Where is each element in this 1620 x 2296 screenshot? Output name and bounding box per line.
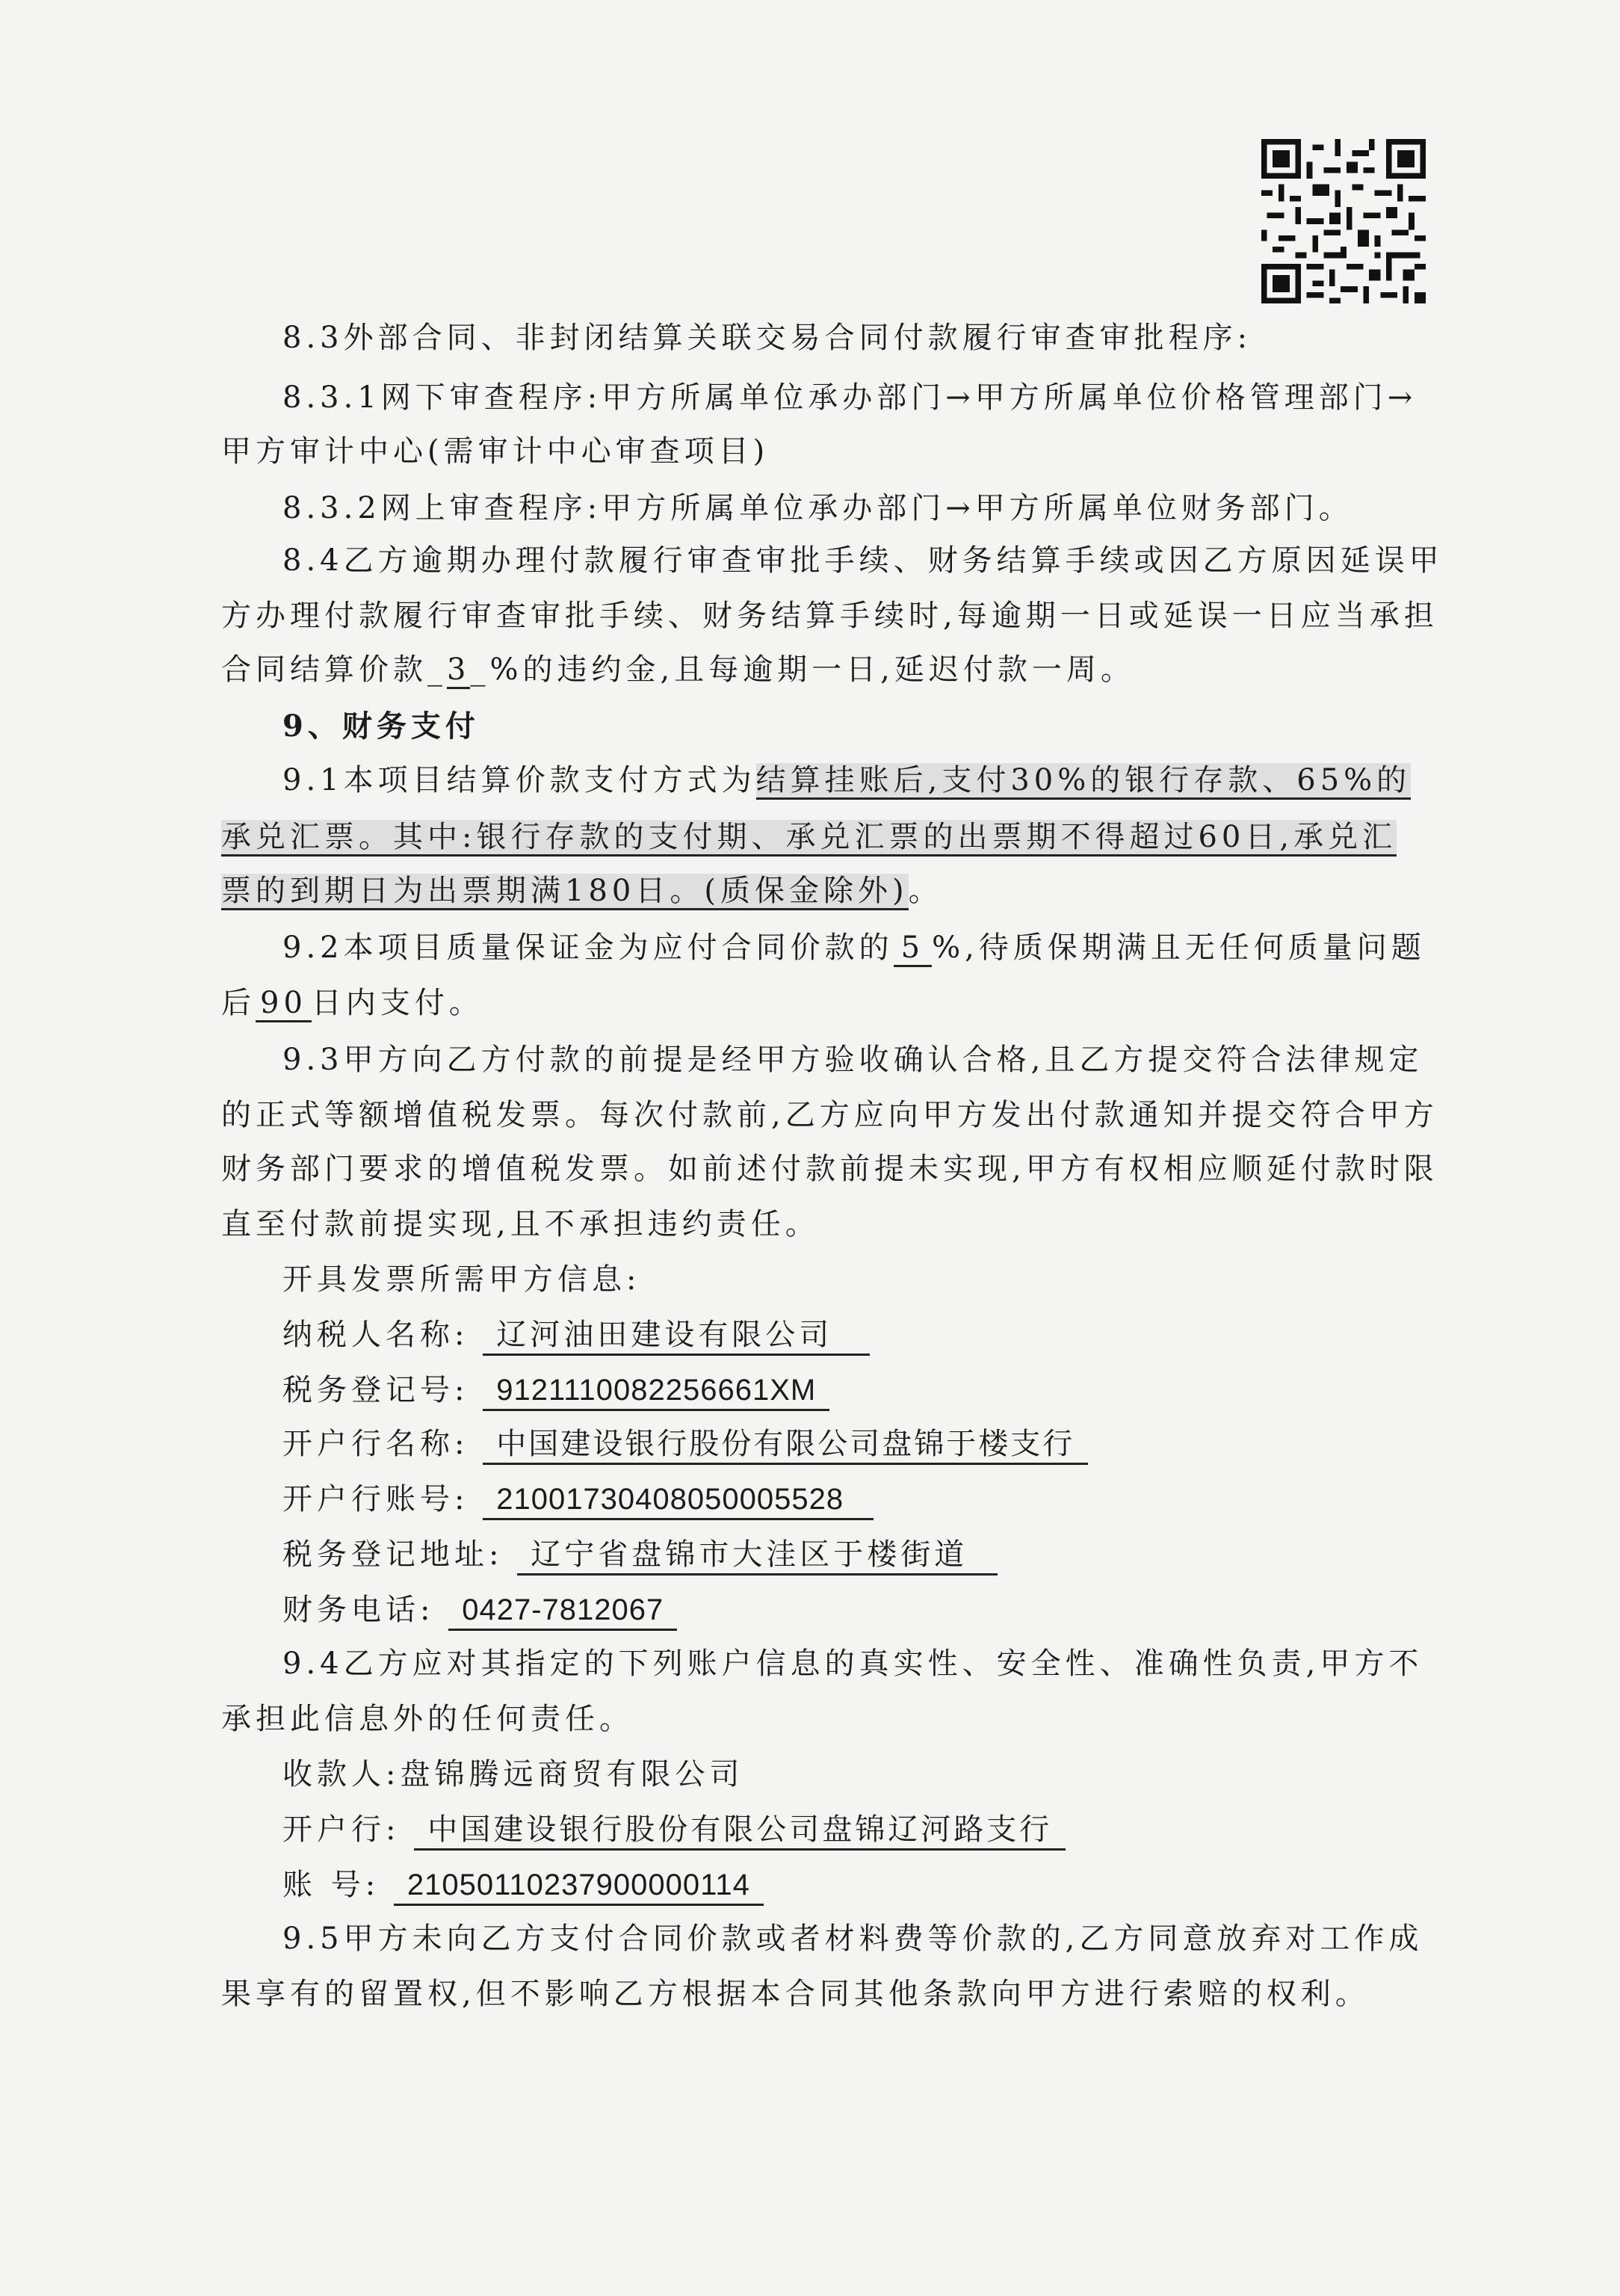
payee-bank-row <box>282 1809 1066 1851</box>
clause-8-3-2: 8.3.2网上审查程序:甲方所属单位承办部门→甲方所属单位财务部门。 <box>282 491 1353 525</box>
payee-row <box>282 1753 743 1795</box>
clause-9-3-cont-1: 的正式等额增值税发票。每次付款前,乙方应向甲方发出付款通知并提交符合甲方 <box>221 1098 1438 1132</box>
finance-phone-row <box>282 1589 677 1631</box>
clause-8-4-text-a: 合同结算价款_ <box>221 652 447 687</box>
clause-9-1-cont-1 <box>221 816 1397 858</box>
clause-9-2-text-a: 9.2本项目质量保证金为应付合同价款的 <box>282 931 894 965</box>
payee-account-label: 账 号: <box>282 1868 380 1902</box>
payment-method-cont-2: 票的到期日为出票期满180日。(质保金除外) <box>221 874 909 910</box>
payee-label: 收款人: <box>282 1757 401 1792</box>
tax-id-label: 税务登记号: <box>282 1373 469 1407</box>
bank-account-label: 开户行账号: <box>282 1482 469 1516</box>
clause-8-4-text-b: _%的违约金,且每逾期一日,延迟付款一周。 <box>470 652 1135 687</box>
clause-8-4: 8.4乙方逾期办理付款履行审查审批手续、财务结算手续或因乙方原因延误甲 <box>282 543 1444 578</box>
bank-account-value: 21001730408050005528 <box>483 1481 874 1520</box>
clause-9-2-text-d: 日内支付。 <box>311 986 483 1020</box>
qr-code-icon <box>1261 139 1426 303</box>
clause-9-3: 9.3甲方向乙方付款的前提是经甲方验收确认合格,且乙方提交符合法律规定 <box>282 1043 1423 1077</box>
clause-8-3-1: 8.3.1网下审查程序:甲方所属单位承办部门→甲方所属单位价格管理部门→ <box>282 380 1418 415</box>
taxpayer-row <box>282 1314 870 1356</box>
bank-account-row <box>282 1478 874 1520</box>
tax-id-value: 9121110082256661XM <box>483 1371 829 1411</box>
tax-id-row <box>282 1369 829 1411</box>
section-9-heading: 9、财务支付 <box>282 709 480 744</box>
payee-bank-label: 开户行: <box>282 1812 401 1847</box>
warranty-days: 90 <box>256 986 312 1022</box>
clause-9-4-cont: 承担此信息外的任何责任。 <box>221 1702 634 1736</box>
warranty-percent: 5 <box>894 931 932 967</box>
clause-9-1-text: 9.1本项目结算价款支付方式为 <box>282 763 756 797</box>
clause-9-2-text-c: 后 <box>221 986 256 1020</box>
penalty-percent: 3 <box>447 652 470 689</box>
taxpayer-value: 辽河油田建设有限公司 <box>483 1316 870 1356</box>
invoice-info-heading: 开具发票所需甲方信息: <box>282 1262 641 1297</box>
clause-9-3-cont-2: 财务部门要求的增值税发票。如前述付款前提未实现,甲方有权相应顺延付款时限 <box>221 1152 1438 1186</box>
clause-9-1-cont-2 <box>221 870 943 912</box>
clause-8-3-1-cont: 甲方审计中心(需审计中心审查项目) <box>221 434 770 469</box>
payment-method: 结算挂账后,支付30%的银行存款、65%的 <box>756 763 1412 800</box>
clause-8-3: 8.3外部合同、非封闭结算关联交易合同付款履行审查审批程序: <box>282 321 1252 355</box>
tax-address-label: 税务登记地址: <box>282 1537 504 1572</box>
clause-8-4-cont-1: 方办理付款履行审查审批手续、财务结算手续时,每逾期一日或延误一日应当承担 <box>221 599 1438 633</box>
clause-9-2-cont <box>221 982 483 1024</box>
taxpayer-label: 纳税人名称: <box>282 1318 469 1352</box>
finance-phone-value: 0427-7812067 <box>448 1591 677 1631</box>
finance-phone-label: 财务电话: <box>282 1593 435 1627</box>
bank-name-row <box>282 1423 1088 1465</box>
bank-name-value: 中国建设银行股份有限公司盘锦于楼支行 <box>483 1425 1088 1465</box>
payment-method-cont-1: 承兑汇票。其中:银行存款的支付期、承兑汇票的出票期不得超过60日,承兑汇 <box>221 820 1397 857</box>
clause-9-1 <box>282 759 1411 801</box>
clause-9-2 <box>282 927 1426 969</box>
clause-9-3-cont-3: 直至付款前提实现,且不承担违约责任。 <box>221 1207 820 1241</box>
payee-account-row <box>282 1864 764 1906</box>
clause-9-5: 9.5甲方未向乙方支付合同价款或者材料费等价款的,乙方同意放弃对工作成 <box>282 1922 1423 1956</box>
qr-code <box>1261 139 1426 303</box>
bank-name-label: 开户行名称: <box>282 1427 469 1461</box>
payee-value: 盘锦腾远商贸有限公司 <box>400 1757 744 1792</box>
clause-9-4: 9.4乙方应对其指定的下列账户信息的真实性、安全性、准确性负责,甲方不 <box>282 1647 1423 1681</box>
payee-account-value: 21050110237900000114 <box>394 1866 764 1906</box>
tax-address-value: 辽宁省盘锦市大洼区于楼街道 <box>517 1536 998 1576</box>
clause-9-5-cont: 果享有的留置权,但不影响乙方根据本合同其他条款向甲方进行索赔的权利。 <box>221 1977 1370 2011</box>
clause-8-4-cont-2 <box>221 649 1135 691</box>
tax-address-row <box>282 1534 998 1576</box>
clause-9-1-end: 。 <box>908 874 943 908</box>
payee-bank-value: 中国建设银行股份有限公司盘锦辽河路支行 <box>414 1811 1066 1851</box>
clause-9-2-text-b: %,待质保期满且无任何质量问题 <box>932 931 1426 965</box>
